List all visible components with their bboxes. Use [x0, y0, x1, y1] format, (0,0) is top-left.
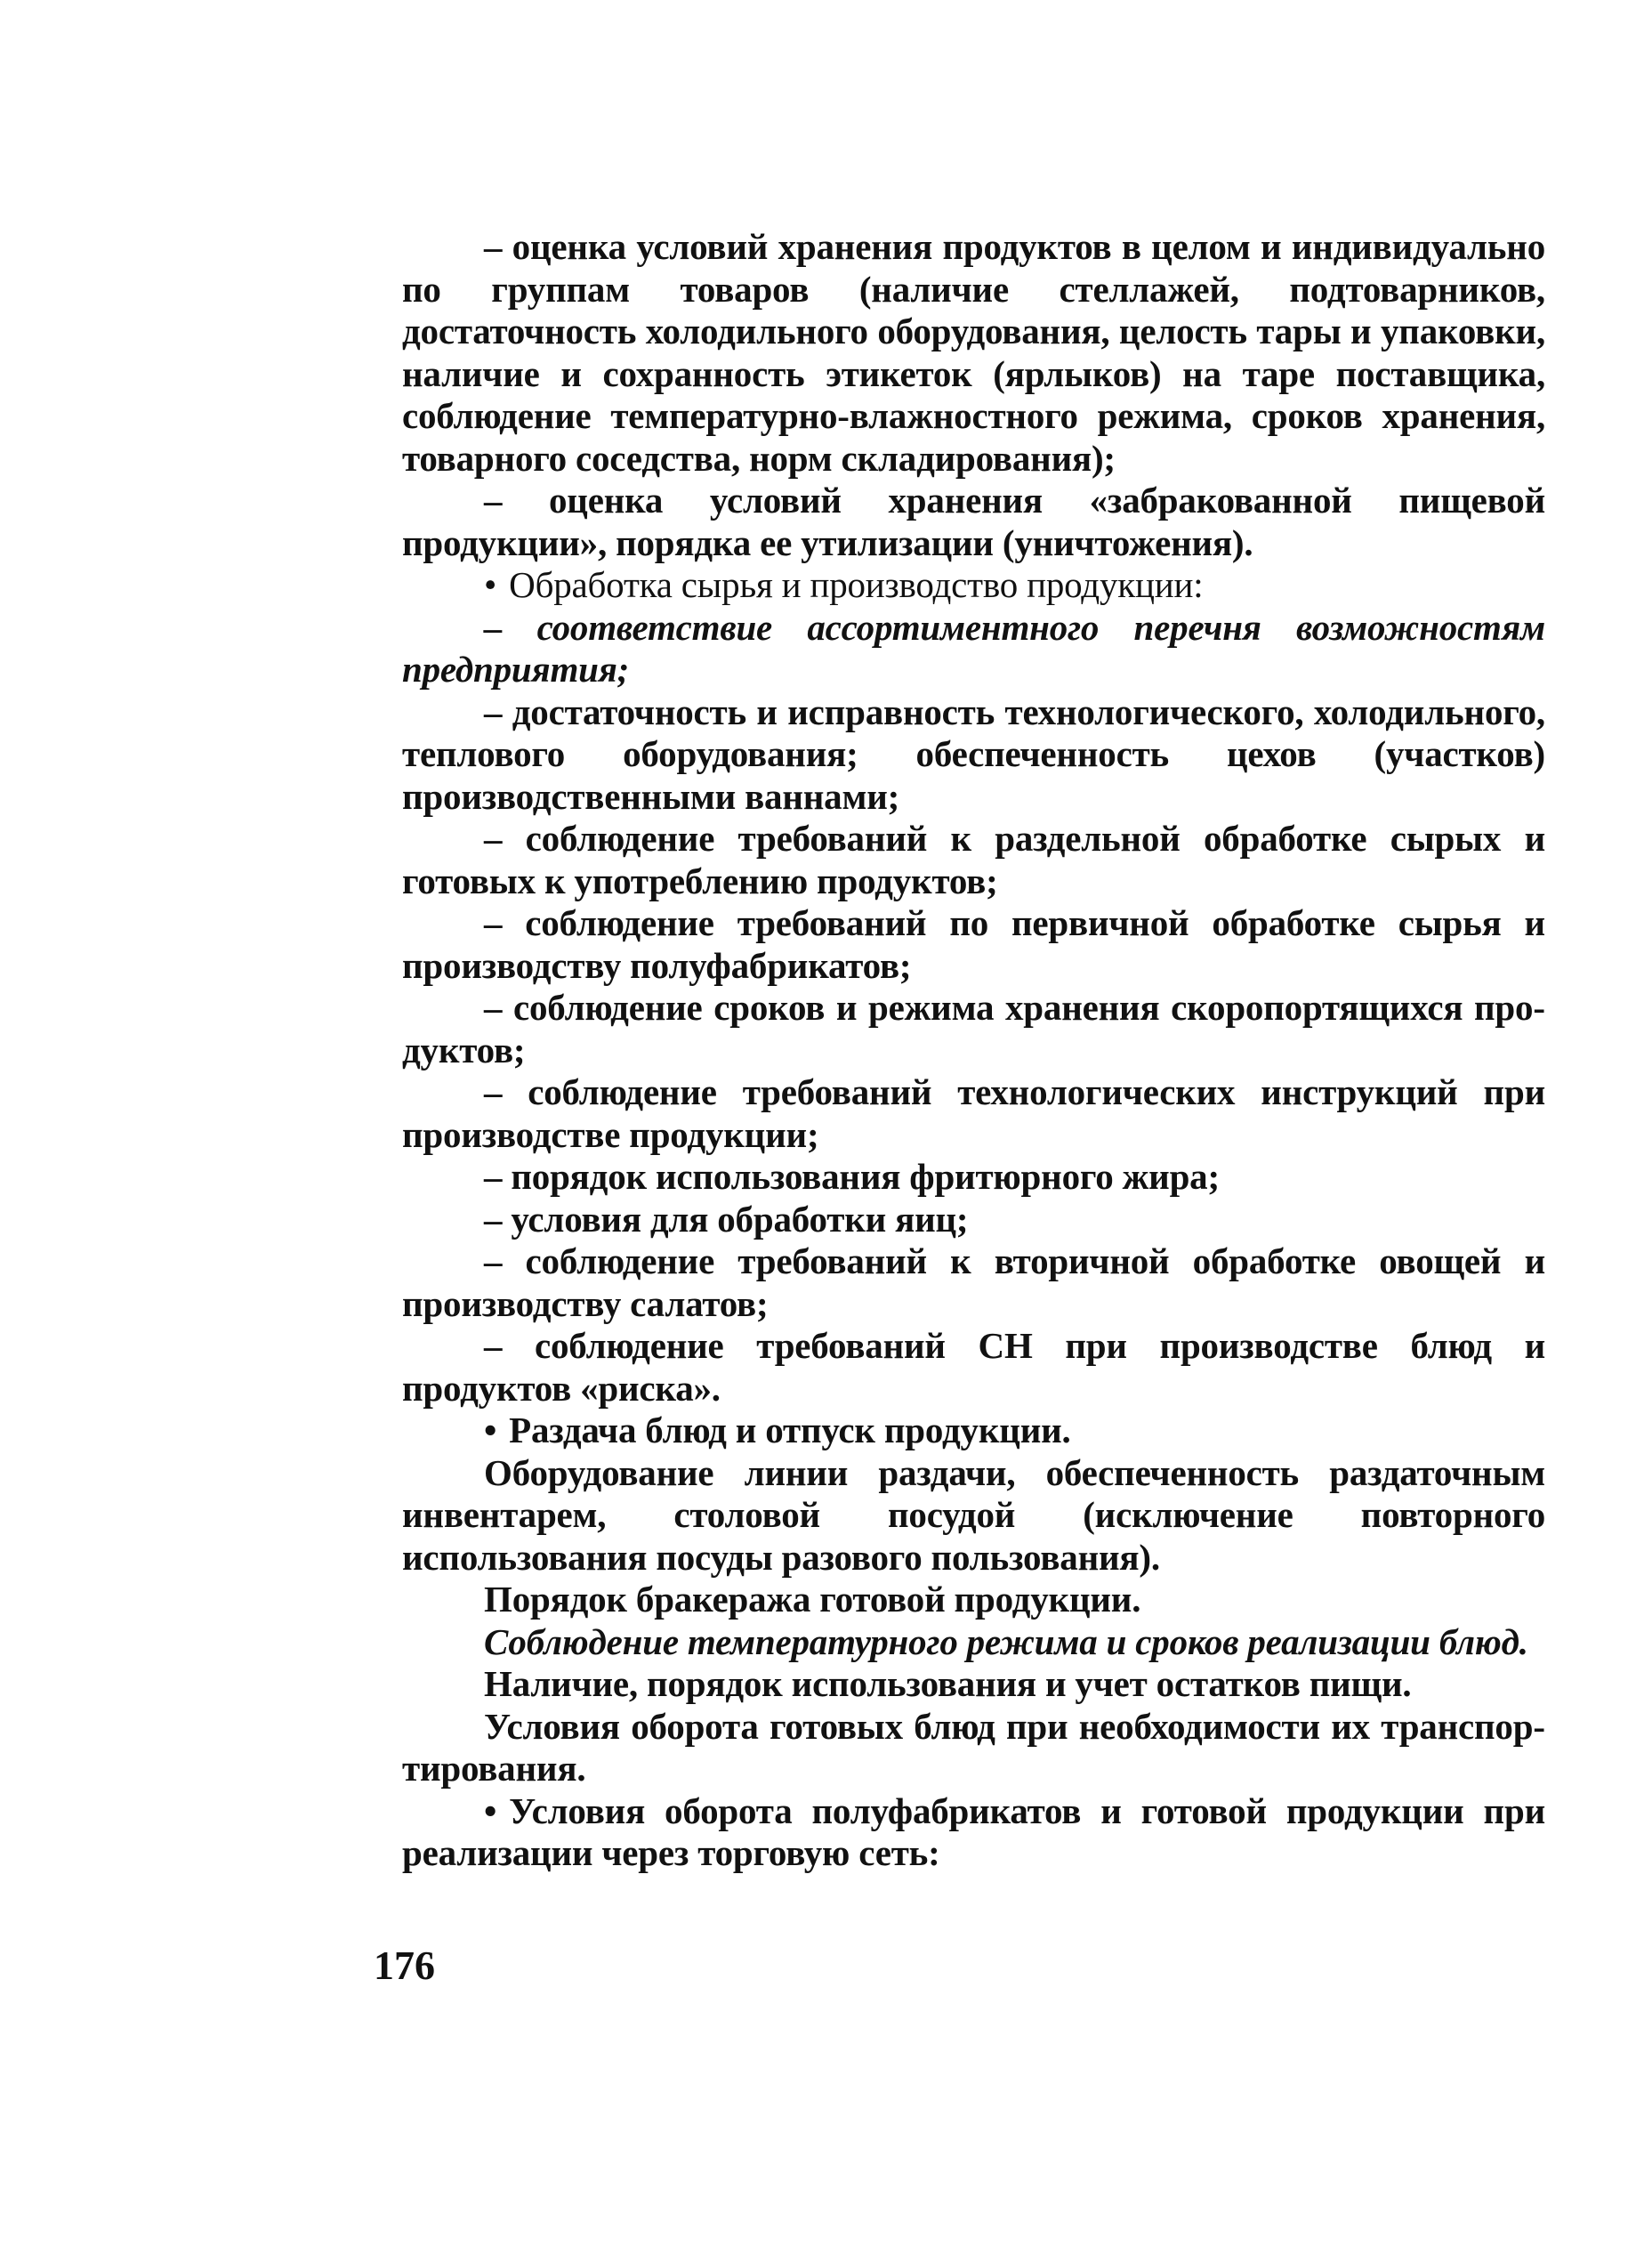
bullet-raw-processing: [402, 564, 1545, 607]
bullet-text: Условия оборота полуфабрикатов и готовой продукции при реализации через торговую сеть:: [402, 1789, 1545, 1873]
paragraph-quality-control: Порядок бракеража готовой продукции.: [484, 1579, 1141, 1620]
paragraph-frying-fat: – порядок использования фритюрного жира;: [484, 1156, 1220, 1197]
paragraph-transportation: Условия оборота готовых блюд при необходимости их транспортирования.: [402, 1705, 1545, 1789]
paragraph-risk-products: – соблюдение требований СН при производстве блюд и продуктов «риска».: [402, 1325, 1545, 1409]
paragraph-temperature-regime: Соблюдение температурного режима и сроков реализации блюд.: [484, 1620, 1528, 1662]
body-text: [402, 226, 1545, 1875]
paragraph-perishable-storage: – соблюдение сроков и режима хранения скоропортящихся продуктов;: [402, 987, 1545, 1070]
paragraph-storage-conditions: – оценка условий хранения продуктов в целом и индивидуально по группам товаров (наличие стеллажей, подтоварников, достаточность холодильного оборудования, целость тары и упаковки, наличие и сохранность этикеток (ярлыков) на таре поставщика, соблюдение температурно-влажностного режима, сроков хранения, товарного соседства, норм складирования);: [402, 226, 1545, 479]
paragraph-food-leftovers: Наличие, порядок использования и учет остатков пищи.: [484, 1663, 1412, 1704]
page-number: 176: [374, 1943, 435, 1988]
bullet-serving: [402, 1410, 1545, 1452]
bullet-retail: [402, 1790, 1545, 1875]
bullet-icon: •: [484, 1789, 497, 1831]
paragraph-rejected-food: – оценка условий хранения «забракованной пищевой продукции», порядка ее утилизации (уничтожения).: [402, 480, 1545, 563]
paragraph-primary-processing: – соблюдение требований по первичной обработке сырья и производству полуфабрикатов;: [402, 902, 1545, 986]
bullet-text: Обработка сырья и производство продукции:: [509, 564, 1204, 605]
paragraph-assortment: – соответствие ассортиментного перечня возможностям предприятия;: [402, 606, 1545, 690]
paragraph-vegetables-salads: – соблюдение требований к вторичной обработке овощей и производству салатов;: [402, 1240, 1545, 1324]
paragraph-technological-instructions: – соблюдение требований технологических инструкций при производстве продукции;: [402, 1071, 1545, 1155]
bullet-icon: •: [484, 1410, 497, 1450]
paragraph-separate-processing: – соблюдение требований к раздельной обработке сырых и готовых к употреблению продуктов;: [402, 818, 1545, 901]
paragraph-serving-line: Оборудование линии раздачи, обеспеченность раздаточным инвентарем, столовой посудой (исключение повторного использования посуды разового пользования).: [402, 1451, 1545, 1578]
paragraph-equipment: – достаточность и исправность технологического, холодильного, теплового оборудования; обеспеченность цехов (участков) производственными ваннами;: [402, 691, 1545, 817]
bullet-icon: •: [484, 564, 497, 605]
paragraph-eggs: – условия для обработки яиц;: [484, 1198, 969, 1240]
bullet-text: Раздача блюд и отпуск продукции.: [509, 1410, 1071, 1450]
